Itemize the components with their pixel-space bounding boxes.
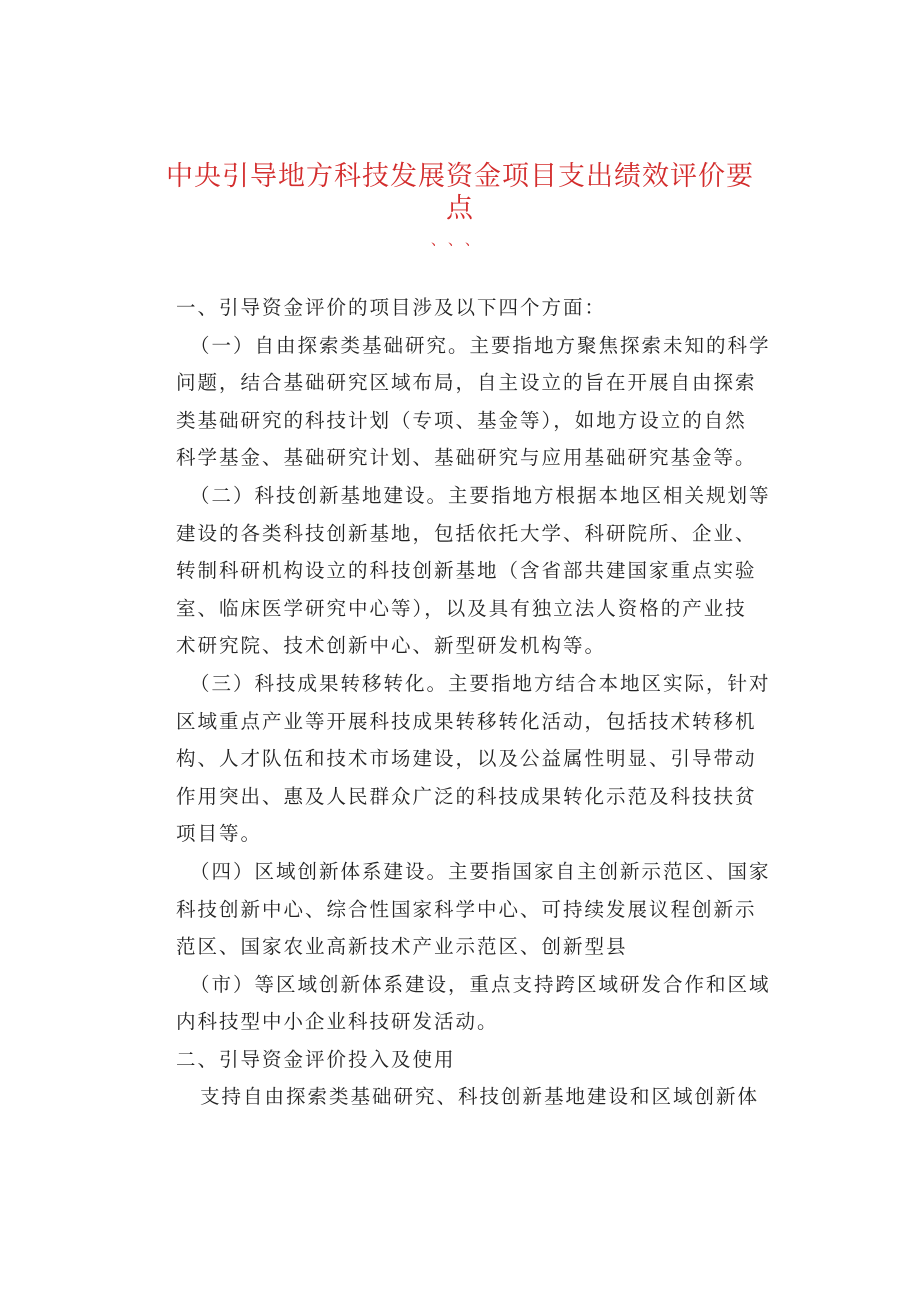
section-heading-1: 一、引导资金评价的项目涉及以下四个方面： (176, 296, 607, 319)
paragraph-line: 转制科研机构设立的科技创新基地（含省部共建国家重点实验 (176, 559, 757, 583)
paragraph-line: 区域重点产业等开展科技成果转移转化活动，包括技术转移机 (176, 709, 757, 733)
paragraph-line: 支持自由探索类基础研究、科技创新基地建设和区域创新体 (200, 1085, 760, 1109)
paragraph-line: 科学基金、基础研究计划、基础研究与应用基础研究基金等。 (176, 446, 757, 470)
paragraph-line: 作用突出、惠及人民群众广泛的科技成果转化示范及科技扶贫 (176, 784, 757, 808)
paragraph-line: 构、人才队伍和技术市场建设，以及公益属性明显、引导带动 (176, 747, 757, 771)
paragraph-line: 范区、国家农业高新技术产业示范区、创新型县 (176, 935, 628, 959)
paragraph-line: 建设的各类科技创新基地，包括依托大学、科研院所、企业、 (176, 521, 757, 545)
paragraph-line: 内科技型中小企业科技研发活动。 (176, 1010, 499, 1034)
paragraph-line: 问题，结合基础研究区域布局，自主设立的旨在开展自由探索 (176, 371, 757, 395)
paragraph-line: 类基础研究的科技计划（专项、基金等），如地方设立的自然 (176, 408, 747, 432)
paragraph-line: （四）区域创新体系建设。主要指国家自主创新示范区、国家 (190, 859, 771, 883)
paragraph-line: （二）科技创新基地建设。主要指地方根据本地区相关规划等 (190, 483, 771, 507)
paragraph-line: 术研究院、技术创新中心、新型研发机构等。 (176, 634, 607, 658)
paragraph-line: （一）自由探索类基础研究。主要指地方聚焦探索未知的科学 (190, 333, 771, 357)
paragraph-line: （市）等区域创新体系建设，重点支持跨区域研发合作和区域 (190, 972, 771, 996)
paragraph-line: 室、临床医学研究中心等），以及具有独立法人资格的产业技 (176, 596, 747, 620)
paragraph-line: 科技创新中心、综合性国家科学中心、可持续发展议程创新示 (176, 897, 757, 921)
section-heading-2: 二、引导资金评价投入及使用 (176, 1047, 456, 1071)
paragraph-line: （三）科技成果转移转化。主要指地方结合本地区实际，针对 (190, 671, 771, 695)
document-body (176, 289, 776, 1116)
document-title-line-1: 中央引导地方科技发展资金项目支出绩效评价要 (166, 161, 754, 192)
title-marks: 、、、 (431, 233, 489, 249)
document-title-line-2: 点 (446, 193, 474, 224)
paragraph-line: 项目等。 (176, 822, 263, 846)
